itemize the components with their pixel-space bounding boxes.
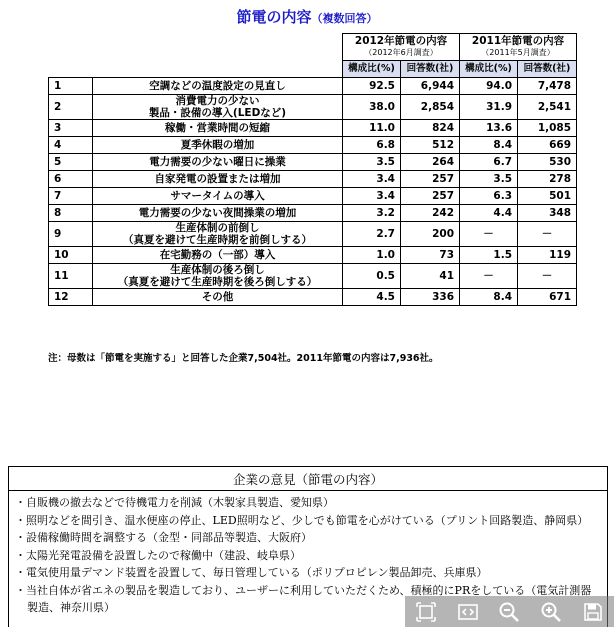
table-row (49, 188, 577, 205)
row-item (93, 289, 343, 306)
row-item-line: 夏季休暇の増加 (180, 139, 255, 151)
cell-ratio-2012: 3.5 (343, 154, 401, 171)
row-item (93, 247, 343, 264)
cell-count-2011: 669 (518, 137, 577, 154)
row-item (93, 154, 343, 171)
row-item-line: 電力需要の少ない曜日に操業 (149, 156, 286, 168)
save-icon[interactable] (580, 600, 606, 624)
table-row (49, 171, 577, 188)
fit-page-icon[interactable] (413, 600, 439, 624)
row-item-line: 消費電力の少ない (175, 95, 260, 107)
header-2012: 2012年節電の内容 （2012年6月調査） (343, 34, 460, 61)
opinion-item: ・太陽光発電設備を設置したので稼働中（建設、岐阜県） (15, 548, 301, 562)
col-count-2012: 回答数(社) (401, 61, 460, 78)
row-item (93, 205, 343, 222)
energy-saving-table (48, 33, 577, 306)
cell-count-2012: 264 (401, 154, 460, 171)
table-row (49, 137, 577, 154)
cell-count-2011: 530 (518, 154, 577, 171)
cell-count-2011: 278 (518, 171, 577, 188)
table-row (49, 154, 577, 171)
row-item-line: 稼働・営業時間の短縮 (165, 122, 270, 134)
cell-count-2012: 6,944 (401, 78, 460, 95)
opinions-heading: 企業の意見（節電の内容） (9, 467, 607, 491)
cell-ratio-2012: 92.5 (343, 78, 401, 95)
title-sub: （複数回答） (311, 12, 378, 25)
row-item-line: 生産体制の後ろ倒し (170, 264, 265, 276)
table-row (49, 222, 577, 247)
opinion-item: ・照明などを間引き、温水便座の停止、LED照明など、少しでも節電を心がけている（プリント回路製造、静岡県） (15, 513, 589, 527)
row-number: 12 (49, 289, 93, 306)
col-count-2011: 回答数(社) (518, 61, 577, 78)
cell-count-2012: 73 (401, 247, 460, 264)
cell-ratio-2012: 11.0 (343, 120, 401, 137)
row-item (93, 137, 343, 154)
row-item-line: その他 (201, 291, 234, 303)
cell-ratio-2011: 13.6 (460, 120, 518, 137)
cell-ratio-2012: 3.4 (343, 188, 401, 205)
cell-count-2011: 1,085 (518, 120, 577, 137)
row-number: 11 (49, 264, 93, 289)
table-row (49, 205, 577, 222)
row-item (93, 95, 343, 120)
row-item-line: 自家発電の設置または増加 (154, 173, 281, 185)
cell-count-2012: 200 (401, 222, 460, 247)
cell-count-2012: 41 (401, 264, 460, 289)
cell-count-2012: 336 (401, 289, 460, 306)
row-number: 4 (49, 137, 93, 154)
cell-count-2011: 7,478 (518, 78, 577, 95)
zoom-in-icon[interactable] (538, 600, 564, 624)
row-item-line: （真夏を避けて生産時期を前倒しする） (123, 234, 312, 246)
opinion-item: ・当社自体が省エネの製品を製造しており、ユーザーに利用していただくため、積極的にPRをしている（電気計測器製造、神奈川県） (15, 583, 592, 614)
row-item (93, 171, 343, 188)
cell-count-2011: 348 (518, 205, 577, 222)
col-ratio-2011: 構成比(%) (460, 61, 518, 78)
row-item-line: 製品・設備の導入(LEDなど) (148, 107, 287, 119)
cell-count-2012: 2,854 (401, 95, 460, 120)
row-number: 10 (49, 247, 93, 264)
cell-ratio-2012: 38.0 (343, 95, 401, 120)
group-header-row (49, 34, 577, 61)
cell-ratio-2011: 6.3 (460, 188, 518, 205)
table-row (49, 264, 577, 289)
row-number: 7 (49, 188, 93, 205)
cell-count-2011: － (518, 222, 577, 247)
cell-ratio-2011: 8.4 (460, 137, 518, 154)
cell-count-2011: 2,541 (518, 95, 577, 120)
row-item-line: （真夏を避けて生産時期を後ろ倒しする） (117, 276, 318, 288)
cell-count-2011: 501 (518, 188, 577, 205)
row-number: 2 (49, 95, 93, 120)
cell-count-2012: 257 (401, 188, 460, 205)
cell-ratio-2012: 6.8 (343, 137, 401, 154)
row-item (93, 222, 343, 247)
cell-ratio-2011: 8.4 (460, 289, 518, 306)
row-number: 1 (49, 78, 93, 95)
row-item-line: 空調などの温度設定の見直し (149, 80, 286, 92)
cell-count-2011: － (518, 264, 577, 289)
table-row (49, 95, 577, 120)
cell-count-2012: 512 (401, 137, 460, 154)
cell-ratio-2012: 1.0 (343, 247, 401, 264)
cell-count-2011: 119 (518, 247, 577, 264)
table-row (49, 78, 577, 95)
row-item (93, 78, 343, 95)
row-item-line: 電力需要の少ない夜間操業の増加 (138, 207, 297, 219)
row-item-line: 在宅勤務の（一部）導入 (159, 249, 276, 261)
col-ratio-2012: 構成比(%) (343, 61, 401, 78)
table-row (49, 289, 577, 306)
cell-ratio-2011: 1.5 (460, 247, 518, 264)
cell-ratio-2011: 6.7 (460, 154, 518, 171)
header-2011: 2011年節電の内容 （2011年5月調査） (460, 34, 577, 61)
cell-ratio-2011: － (460, 222, 518, 247)
row-number: 3 (49, 120, 93, 137)
cell-count-2012: 242 (401, 205, 460, 222)
fit-width-icon[interactable] (455, 600, 481, 624)
cell-ratio-2012: 2.7 (343, 222, 401, 247)
title-main: 節電の内容 (236, 8, 312, 26)
zoom-out-icon[interactable] (496, 600, 522, 624)
row-number: 5 (49, 154, 93, 171)
cell-count-2011: 671 (518, 289, 577, 306)
cell-ratio-2012: 4.5 (343, 289, 401, 306)
opinion-item: ・設備稼働時間を調整する（金型・同部品等製造、大阪府） (15, 531, 312, 544)
cell-ratio-2011: 4.4 (460, 205, 518, 222)
opinion-item: ・電気使用量デマンド装置を設置して、毎日管理している（ポリプロピレン製品卸売、兵庫県） (15, 566, 488, 579)
footnote: 注：母数は「節電を実施する」と回答した企業7,504社。2011年節電の内容は7,936社。 (48, 353, 439, 364)
row-item (93, 188, 343, 205)
cell-ratio-2011: － (460, 264, 518, 289)
sub-header-row (49, 61, 577, 78)
table-row (49, 247, 577, 264)
row-item-line: サマータイムの導入 (170, 190, 265, 202)
row-number: 8 (49, 205, 93, 222)
cell-ratio-2012: 3.2 (343, 205, 401, 222)
row-item (93, 264, 343, 289)
cell-count-2012: 824 (401, 120, 460, 137)
page-title (0, 6, 614, 27)
viewer-toolbar (405, 596, 614, 627)
row-number: 6 (49, 171, 93, 188)
row-item-line: 生産体制の前倒し (175, 222, 260, 234)
cell-ratio-2011: 3.5 (460, 171, 518, 188)
table-row (49, 120, 577, 137)
cell-ratio-2011: 94.0 (460, 78, 518, 95)
cell-ratio-2011: 31.9 (460, 95, 518, 120)
cell-ratio-2012: 0.5 (343, 264, 401, 289)
cell-ratio-2012: 3.4 (343, 171, 401, 188)
cell-count-2012: 257 (401, 171, 460, 188)
opinion-item: ・自販機の撤去などで待機電力を削減（木製家具製造、愛知県） (15, 496, 334, 509)
row-number: 9 (49, 222, 93, 247)
row-item (93, 120, 343, 137)
